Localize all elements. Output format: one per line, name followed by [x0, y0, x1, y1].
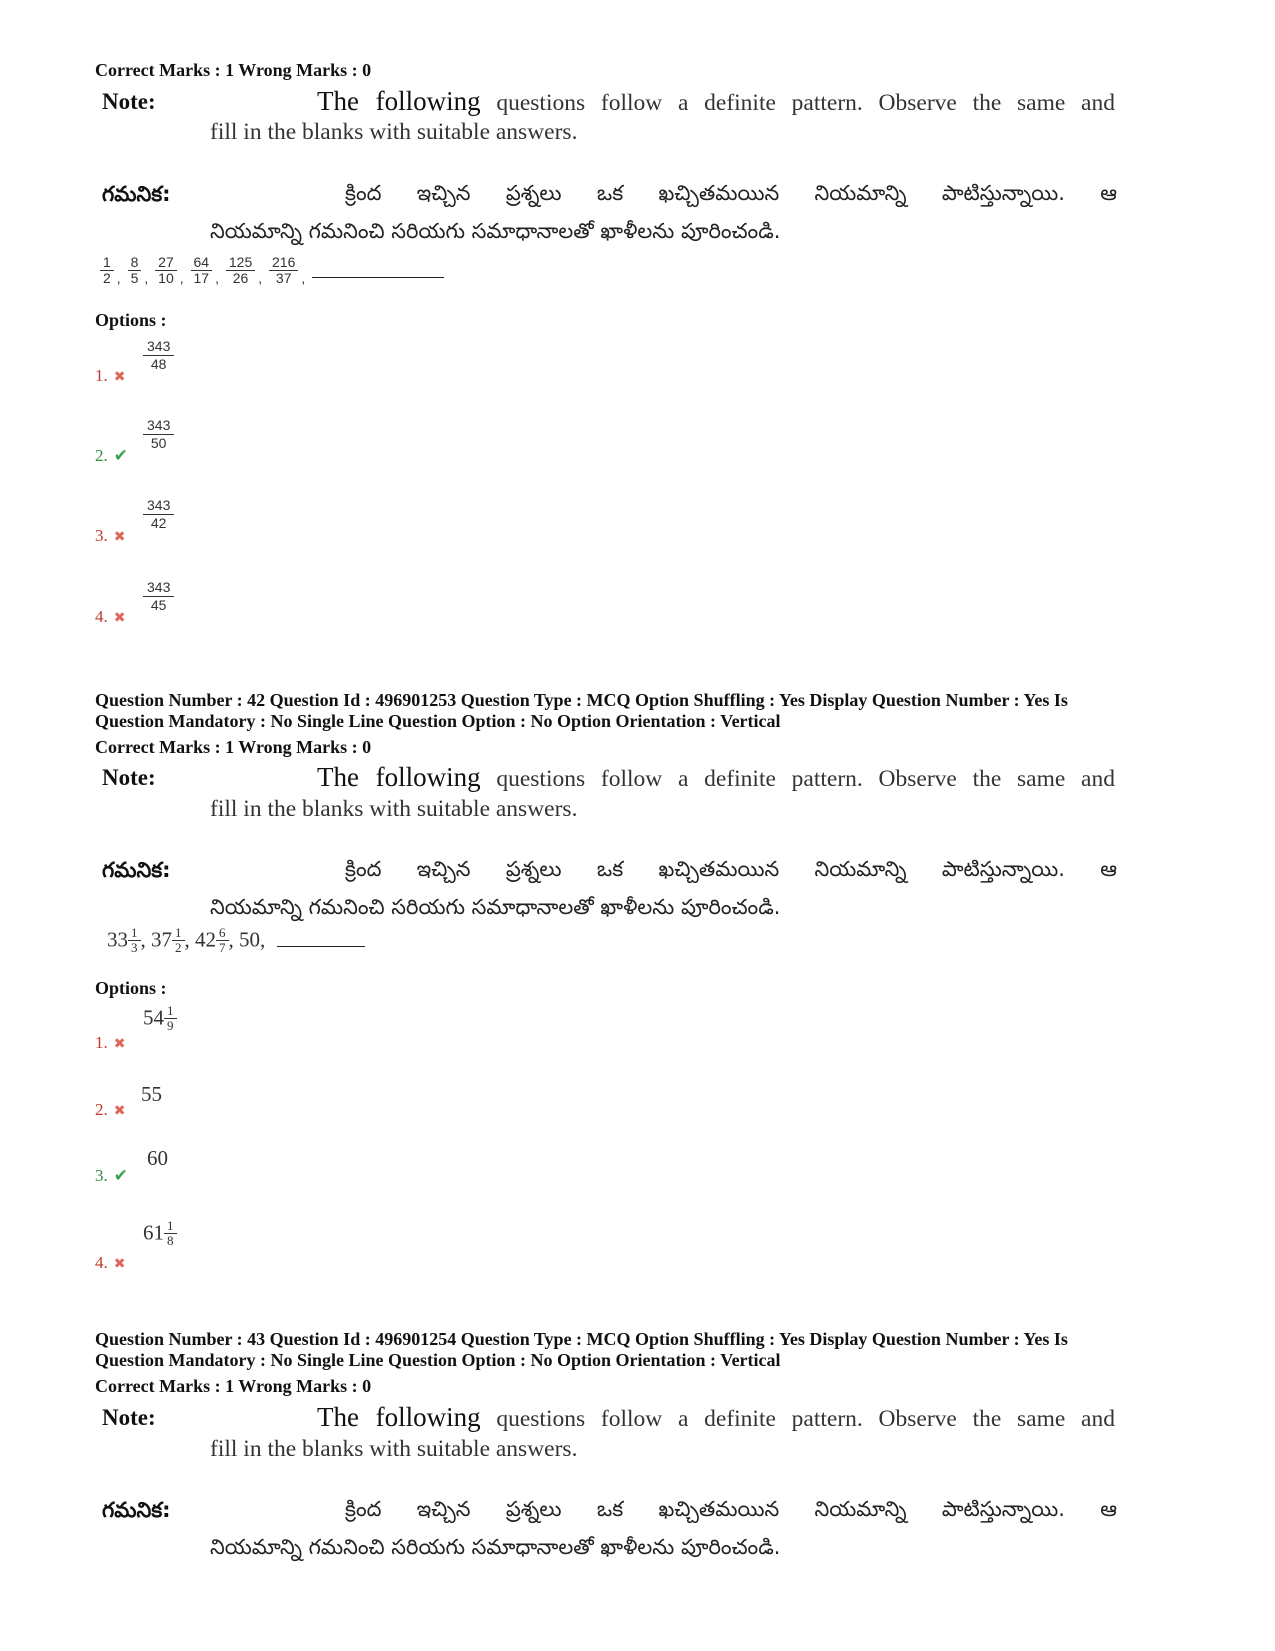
q43-header-line2: Question Mandatory : No Single Line Question Option : No Option Orientation : Vertical — [95, 1350, 781, 1370]
q42-note-line1: The following questions follow a definite pattern. Observe the same and — [317, 762, 1115, 792]
cross-icon: ✖ — [113, 530, 126, 545]
q43-telugu-line1: క్రింద ఇచ్చిన ప్రశ్నలు ఒక ఖచ్చితమయిన నియమాన్ని పాటిస్తున్నాయి. ఆ — [345, 1497, 1117, 1521]
q42-option-4[interactable]: 4. ✖ — [95, 1253, 126, 1272]
sequence-term: 33 $\frac{1}{3}$ — [107, 926, 141, 950]
q41-options-label: Options : — [95, 310, 167, 330]
q43-note-line2: fill in the blanks with suitable answers. — [210, 1436, 578, 1462]
sequence-term: $\frac{8}{5}$ — [128, 255, 142, 285]
q42-telugu-label: గమనిక: — [102, 858, 171, 882]
q42-option-3-value: 60 — [147, 1146, 168, 1170]
sequence-term: $\frac{125}{26}$ — [226, 255, 255, 285]
q41-note-label: Note: — [102, 89, 156, 114]
q41-option-3-value: $\frac{343}{42}$ — [143, 497, 174, 531]
q41-sequence: $\frac{1}{2}$ , $\frac{8}{5}$ , $\frac{27}{10}$ , $\frac{64}{17}$ , $\frac{125}{26}$ , $\frac{216}{37}$ , — [100, 254, 444, 286]
q41-option-1-value: $\frac{343}{48}$ — [143, 338, 174, 372]
q43-marks: Correct Marks : 1 Wrong Marks : 0 — [95, 1376, 372, 1396]
q42-marks: Correct Marks : 1 Wrong Marks : 0 — [95, 737, 372, 757]
q42-header-line1: Question Number : 42 Question Id : 496901253 Question Type : MCQ Option Shuffling : Yes Display Question Number : Yes Is — [95, 690, 1068, 710]
sequence-term: $\frac{27}{10}$ — [155, 255, 177, 285]
sequence-term: 37 $\frac{1}{2}$ — [151, 926, 185, 950]
q41-option-1[interactable]: 1. ✖ — [95, 366, 126, 385]
q42-option-3[interactable]: 3. ✔ — [95, 1166, 128, 1185]
check-icon: ✔ — [113, 1166, 128, 1185]
cross-icon: ✖ — [113, 1257, 126, 1272]
q43-telugu-label: గమనిక: — [102, 1498, 171, 1522]
q42-option-1[interactable]: 1. ✖ — [95, 1033, 126, 1052]
cross-icon: ✖ — [113, 611, 126, 626]
sequence-term: $\frac{64}{17}$ — [191, 255, 213, 285]
sequence-term: 42 $\frac{6}{7}$ — [195, 926, 229, 950]
sequence-term: $\frac{1}{2}$ — [100, 255, 114, 285]
q41-marks: Correct Marks : 1 Wrong Marks : 0 — [95, 60, 372, 80]
answer-blank — [277, 946, 365, 947]
q42-option-2[interactable]: 2. ✖ — [95, 1100, 126, 1119]
sequence-term: $\frac{216}{37}$ — [269, 255, 298, 285]
q42-sequence: 33 $\frac{1}{3}$ , 37 $\frac{1}{2}$ , 42 $\frac{6}{7}$ , 50, — [107, 926, 365, 954]
q41-option-4-value: $\frac{343}{45}$ — [143, 579, 174, 613]
q43-header-line1: Question Number : 43 Question Id : 496901254 Question Type : MCQ Option Shuffling : Yes Display Question Number : Yes Is — [95, 1329, 1068, 1349]
q43-note-label: Note: — [102, 1405, 156, 1430]
q41-note-line1: The following questions follow a definite pattern. Observe the same and — [317, 86, 1115, 116]
q42-option-2-value: 55 — [141, 1082, 162, 1106]
q42-note-label: Note: — [102, 765, 156, 790]
answer-blank — [312, 277, 444, 278]
q42-option-1-value: 54 $\frac{1}{9}$ — [143, 1004, 177, 1032]
q42-option-4-value: 61 $\frac{1}{8}$ — [143, 1219, 177, 1247]
q41-telugu-line1: క్రింద ఇచ్చిన ప్రశ్నలు ఒక ఖచ్చితమయిన నియమాన్ని పాటిస్తున్నాయి. ఆ — [345, 181, 1117, 205]
q42-options-label: Options : — [95, 978, 167, 998]
q42-header-line2: Question Mandatory : No Single Line Question Option : No Option Orientation : Vertical — [95, 711, 781, 731]
q43-telugu-line2: నియమాన్ని గమనించి సరియగు సమాధానాలతో ఖాళీలను పూరించండి. — [210, 1535, 781, 1559]
q42-note-line2: fill in the blanks with suitable answers. — [210, 796, 578, 822]
cross-icon: ✖ — [113, 1037, 126, 1052]
check-icon: ✔ — [113, 446, 128, 465]
sequence-term: 50, — [239, 927, 266, 952]
q41-option-4[interactable]: 4. ✖ — [95, 607, 126, 626]
q41-telugu-line2: నియమాన్ని గమనించి సరియగు సమాధానాలతో ఖాళీలను పూరించండి. — [210, 219, 781, 243]
q42-telugu-line1: క్రింద ఇచ్చిన ప్రశ్నలు ఒక ఖచ్చితమయిన నియమాన్ని పాటిస్తున్నాయి. ఆ — [345, 857, 1117, 881]
cross-icon: ✖ — [113, 370, 126, 385]
q42-telugu-line2: నియమాన్ని గమనించి సరియగు సమాధానాలతో ఖాళీలను పూరించండి. — [210, 895, 781, 919]
q41-note-line2: fill in the blanks with suitable answers. — [210, 119, 578, 145]
cross-icon: ✖ — [113, 1104, 126, 1119]
q41-option-2[interactable]: 2. ✔ — [95, 446, 128, 465]
q41-option-3[interactable]: 3. ✖ — [95, 526, 126, 545]
q41-telugu-label: గమనిక: — [102, 182, 171, 206]
q43-note-line1: The following questions follow a definite pattern. Observe the same and — [317, 1402, 1115, 1432]
q41-option-2-value: $\frac{343}{50}$ — [143, 417, 174, 451]
